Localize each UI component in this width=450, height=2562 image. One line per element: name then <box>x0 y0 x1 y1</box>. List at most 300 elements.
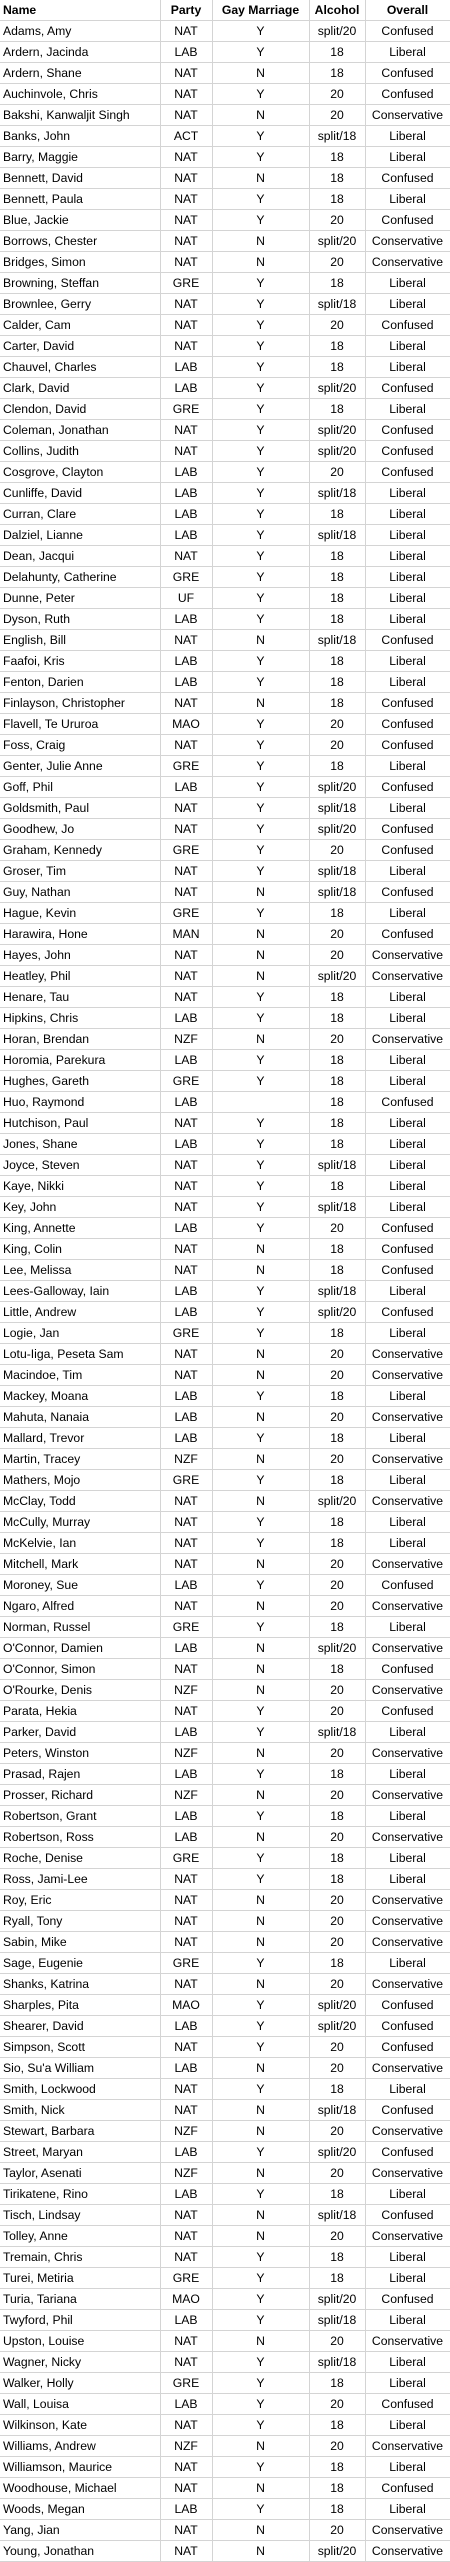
cell-gay-marriage: N <box>212 105 309 126</box>
cell-party: LAB <box>160 2499 212 2520</box>
table-row <box>0 1134 450 1155</box>
cell-party: NAT <box>160 315 212 336</box>
table-row <box>0 1491 450 1512</box>
cell-overall: Conservative <box>365 1974 450 1995</box>
table-row <box>0 546 450 567</box>
cell-overall: Confused <box>365 1218 450 1239</box>
cell-gay-marriage: Y <box>212 1281 309 1302</box>
table-row <box>0 2415 450 2436</box>
cell-gay-marriage: Y <box>212 1113 309 1134</box>
cell-overall: Liberal <box>365 399 450 420</box>
cell-name: Graham, Kennedy <box>0 840 160 861</box>
cell-alcohol: 18 <box>309 357 365 378</box>
cell-overall: Confused <box>365 2289 450 2310</box>
table-row <box>0 924 450 945</box>
cell-party: NAT <box>160 798 212 819</box>
cell-gay-marriage: Y <box>212 357 309 378</box>
cell-overall: Liberal <box>365 987 450 1008</box>
cell-alcohol: 20 <box>309 2520 365 2541</box>
cell-name: Dalziel, Lianne <box>0 525 160 546</box>
cell-gay-marriage: Y <box>212 378 309 399</box>
cell-gay-marriage: N <box>212 2121 309 2142</box>
cell-alcohol: 18 <box>309 567 365 588</box>
cell-gay-marriage: N <box>212 1680 309 1701</box>
cell-gay-marriage: N <box>212 2226 309 2247</box>
cell-name: Macindoe, Tim <box>0 1365 160 1386</box>
cell-alcohol: 20 <box>309 252 365 273</box>
cell-alcohol: 20 <box>309 1575 365 1596</box>
table-row <box>0 1806 450 1827</box>
cell-overall: Liberal <box>365 504 450 525</box>
table-row <box>0 2163 450 2184</box>
cell-party: GRE <box>160 1071 212 1092</box>
cell-alcohol: 18 <box>309 651 365 672</box>
cell-name: Bennett, Paula <box>0 189 160 210</box>
cell-overall: Conservative <box>365 1785 450 1806</box>
cell-overall: Conservative <box>365 1029 450 1050</box>
cell-name: Wilkinson, Kate <box>0 2415 160 2436</box>
cell-gay-marriage: Y <box>212 1008 309 1029</box>
cell-alcohol: 18 <box>309 588 365 609</box>
table-row <box>0 1071 450 1092</box>
cell-gay-marriage: N <box>212 924 309 945</box>
cell-alcohol: 18 <box>309 1953 365 1974</box>
cell-party: MAO <box>160 2289 212 2310</box>
cell-overall: Conservative <box>365 1554 450 1575</box>
cell-gay-marriage: N <box>212 2100 309 2121</box>
cell-alcohol: 20 <box>309 1554 365 1575</box>
cell-name: O'Rourke, Denis <box>0 1680 160 1701</box>
table-row <box>0 1344 450 1365</box>
cell-alcohol: 20 <box>309 1596 365 1617</box>
cell-name: Joyce, Steven <box>0 1155 160 1176</box>
cell-gay-marriage: Y <box>212 1134 309 1155</box>
table-row <box>0 588 450 609</box>
cell-alcohol: 18 <box>309 2079 365 2100</box>
cell-overall: Conservative <box>365 2121 450 2142</box>
cell-name: Fenton, Darien <box>0 672 160 693</box>
cell-overall: Liberal <box>365 903 450 924</box>
cell-party: MAO <box>160 1995 212 2016</box>
cell-alcohol: 20 <box>309 1449 365 1470</box>
cell-alcohol: 18 <box>309 147 365 168</box>
cell-overall: Liberal <box>365 609 450 630</box>
cell-alcohol: 18 <box>309 1659 365 1680</box>
cell-overall: Confused <box>365 735 450 756</box>
cell-alcohol: 20 <box>309 1365 365 1386</box>
cell-party: NAT <box>160 2352 212 2373</box>
cell-party: NAT <box>160 2079 212 2100</box>
cell-name: Faafoi, Kris <box>0 651 160 672</box>
cell-overall: Liberal <box>365 1134 450 1155</box>
cell-party: GRE <box>160 399 212 420</box>
cell-name: Foss, Craig <box>0 735 160 756</box>
table-row <box>0 1722 450 1743</box>
cell-name: O'Connor, Simon <box>0 1659 160 1680</box>
table-row <box>0 399 450 420</box>
table-row <box>0 2121 450 2142</box>
table-row <box>0 819 450 840</box>
cell-name: King, Colin <box>0 1239 160 1260</box>
cell-party: NAT <box>160 210 212 231</box>
cell-name: Tolley, Anne <box>0 2226 160 2247</box>
cell-gay-marriage: Y <box>212 2037 309 2058</box>
table-row <box>0 966 450 987</box>
cell-overall: Liberal <box>365 483 450 504</box>
table-row <box>0 567 450 588</box>
table-row <box>0 2037 450 2058</box>
cell-alcohol: 18 <box>309 1323 365 1344</box>
cell-gay-marriage: Y <box>212 504 309 525</box>
cell-overall: Conservative <box>365 1449 450 1470</box>
cell-overall: Confused <box>365 1701 450 1722</box>
cell-gay-marriage: Y <box>212 1302 309 1323</box>
cell-alcohol: 20 <box>309 105 365 126</box>
cell-gay-marriage: Y <box>212 1176 309 1197</box>
cell-name: Woodhouse, Michael <box>0 2478 160 2499</box>
cell-party: NZF <box>160 1680 212 1701</box>
table-row <box>0 2268 450 2289</box>
table-row <box>0 2016 450 2037</box>
cell-gay-marriage: N <box>212 2205 309 2226</box>
cell-name: Moroney, Sue <box>0 1575 160 1596</box>
cell-name: Brownlee, Gerry <box>0 294 160 315</box>
cell-name: Hague, Kevin <box>0 903 160 924</box>
table-row <box>0 1932 450 1953</box>
cell-alcohol: 18 <box>309 609 365 630</box>
cell-overall: Confused <box>365 441 450 462</box>
table-row <box>0 1617 450 1638</box>
cell-overall: Conservative <box>365 2058 450 2079</box>
table-row <box>0 483 450 504</box>
cell-name: Auchinvole, Chris <box>0 84 160 105</box>
cell-alcohol: 20 <box>309 2394 365 2415</box>
cell-overall: Liberal <box>365 147 450 168</box>
cell-gay-marriage: N <box>212 1554 309 1575</box>
table-row <box>0 2205 450 2226</box>
cell-name: Norman, Russel <box>0 1617 160 1638</box>
cell-name: Flavell, Te Ururoa <box>0 714 160 735</box>
cell-name: Heatley, Phil <box>0 966 160 987</box>
cell-party: LAB <box>160 1218 212 1239</box>
cell-party: NZF <box>160 1029 212 1050</box>
table-row <box>0 42 450 63</box>
cell-overall: Confused <box>365 378 450 399</box>
cell-gay-marriage: N <box>212 2478 309 2499</box>
cell-overall: Liberal <box>365 672 450 693</box>
cell-name: Horan, Brendan <box>0 1029 160 1050</box>
cell-gay-marriage: N <box>212 1596 309 1617</box>
cell-alcohol: 18 <box>309 63 365 84</box>
cell-overall: Confused <box>365 1092 450 1113</box>
table-row <box>0 2226 450 2247</box>
cell-alcohol: 18 <box>309 756 365 777</box>
table-row <box>0 504 450 525</box>
cell-party: NAT <box>160 2478 212 2499</box>
table-row <box>0 2520 450 2541</box>
cell-party: GRE <box>160 1470 212 1491</box>
cell-party: NAT <box>160 294 212 315</box>
cell-alcohol: 18 <box>309 1050 365 1071</box>
cell-gay-marriage: Y <box>212 2247 309 2268</box>
table-row <box>0 1239 450 1260</box>
table-row <box>0 2310 450 2331</box>
cell-overall: Confused <box>365 1260 450 1281</box>
cell-party: LAB <box>160 2394 212 2415</box>
cell-party: GRE <box>160 756 212 777</box>
cell-party: NZF <box>160 1743 212 1764</box>
cell-name: Clark, David <box>0 378 160 399</box>
cell-name: Banks, John <box>0 126 160 147</box>
cell-gay-marriage: N <box>212 630 309 651</box>
cell-name: Ardern, Shane <box>0 63 160 84</box>
table-row <box>0 1764 450 1785</box>
cell-party: NAT <box>160 1113 212 1134</box>
table-row <box>0 714 450 735</box>
cell-alcohol: 20 <box>309 1890 365 1911</box>
cell-gay-marriage: Y <box>212 2457 309 2478</box>
cell-party: LAB <box>160 2016 212 2037</box>
cell-name: Calder, Cam <box>0 315 160 336</box>
cell-alcohol: 20 <box>309 1680 365 1701</box>
cell-party: NAT <box>160 2226 212 2247</box>
cell-overall: Liberal <box>365 273 450 294</box>
table-row <box>0 252 450 273</box>
table-row <box>0 987 450 1008</box>
cell-party: NAT <box>160 1176 212 1197</box>
cell-overall: Conservative <box>365 966 450 987</box>
cell-alcohol: 20 <box>309 462 365 483</box>
cell-alcohol: split/20 <box>309 2016 365 2037</box>
cell-gay-marriage: Y <box>212 2016 309 2037</box>
cell-gay-marriage: Y <box>212 1050 309 1071</box>
cell-gay-marriage: N <box>212 1659 309 1680</box>
cell-overall: Liberal <box>365 756 450 777</box>
cell-alcohol: 18 <box>309 987 365 1008</box>
cell-name: Williamson, Maurice <box>0 2457 160 2478</box>
cell-gay-marriage: Y <box>212 2499 309 2520</box>
cell-name: King, Annette <box>0 1218 160 1239</box>
cell-gay-marriage: N <box>212 1239 309 1260</box>
cell-overall: Confused <box>365 462 450 483</box>
cell-gay-marriage: Y <box>212 861 309 882</box>
cell-alcohol: 20 <box>309 2037 365 2058</box>
cell-overall: Conservative <box>365 105 450 126</box>
cell-alcohol: split/20 <box>309 2289 365 2310</box>
cell-name: Walker, Holly <box>0 2373 160 2394</box>
cell-alcohol: split/18 <box>309 1281 365 1302</box>
cell-gay-marriage: Y <box>212 1848 309 1869</box>
cell-name: Sharples, Pita <box>0 1995 160 2016</box>
table-row <box>0 1176 450 1197</box>
cell-alcohol: 18 <box>309 546 365 567</box>
cell-name: Goff, Phil <box>0 777 160 798</box>
cell-name: Mitchell, Mark <box>0 1554 160 1575</box>
cell-gay-marriage: Y <box>212 2352 309 2373</box>
cell-gay-marriage: Y <box>212 1323 309 1344</box>
cell-party: NAT <box>160 1932 212 1953</box>
cell-alcohol: 20 <box>309 2226 365 2247</box>
cell-alcohol: 18 <box>309 168 365 189</box>
cell-party: NAT <box>160 63 212 84</box>
cell-name: Huo, Raymond <box>0 1092 160 1113</box>
cell-name: Young, Jonathan <box>0 2541 160 2562</box>
cell-party: LAB <box>160 483 212 504</box>
cell-overall: Confused <box>365 1659 450 1680</box>
cell-alcohol: 18 <box>309 1260 365 1281</box>
cell-name: Shearer, David <box>0 2016 160 2037</box>
table-row <box>0 105 450 126</box>
cell-overall: Liberal <box>365 294 450 315</box>
table-row <box>0 462 450 483</box>
cell-overall: Confused <box>365 2205 450 2226</box>
cell-alcohol: 20 <box>309 2121 365 2142</box>
table-row <box>0 1890 450 1911</box>
cell-party: LAB <box>160 357 212 378</box>
table-row <box>0 1386 450 1407</box>
cell-party: ACT <box>160 126 212 147</box>
cell-name: Key, John <box>0 1197 160 1218</box>
table-row <box>0 84 450 105</box>
cell-name: Robertson, Grant <box>0 1806 160 1827</box>
cell-overall: Conservative <box>365 1596 450 1617</box>
table-row <box>0 1638 450 1659</box>
cell-party: NZF <box>160 1449 212 1470</box>
cell-party: MAN <box>160 924 212 945</box>
cell-party: NAT <box>160 1491 212 1512</box>
cell-gay-marriage: Y <box>212 1218 309 1239</box>
cell-alcohol: 20 <box>309 1827 365 1848</box>
cell-party: GRE <box>160 2373 212 2394</box>
cell-overall: Liberal <box>365 2457 450 2478</box>
cell-party: NZF <box>160 2436 212 2457</box>
cell-overall: Liberal <box>365 1071 450 1092</box>
cell-overall: Conservative <box>365 1827 450 1848</box>
cell-gay-marriage: Y <box>212 588 309 609</box>
cell-name: Logie, Jan <box>0 1323 160 1344</box>
cell-overall: Confused <box>365 714 450 735</box>
cell-overall: Liberal <box>365 189 450 210</box>
cell-alcohol: 18 <box>309 2268 365 2289</box>
cell-overall: Liberal <box>365 357 450 378</box>
cell-gay-marriage: Y <box>212 546 309 567</box>
cell-name: Ross, Jami-Lee <box>0 1869 160 1890</box>
cell-alcohol: 18 <box>309 1617 365 1638</box>
cell-gay-marriage: N <box>212 1974 309 1995</box>
cell-party: NAT <box>160 1197 212 1218</box>
cell-overall: Liberal <box>365 42 450 63</box>
cell-gay-marriage: Y <box>212 756 309 777</box>
cell-name: Hayes, John <box>0 945 160 966</box>
cell-gay-marriage: Y <box>212 2310 309 2331</box>
cell-name: Mahuta, Nanaia <box>0 1407 160 1428</box>
cell-overall: Liberal <box>365 546 450 567</box>
table-row <box>0 1365 450 1386</box>
table-row <box>0 1050 450 1071</box>
cell-party: NAT <box>160 84 212 105</box>
cell-party: NAT <box>160 1596 212 1617</box>
table-row <box>0 1743 450 1764</box>
cell-name: Sabin, Mike <box>0 1932 160 1953</box>
cell-alcohol: 18 <box>309 1071 365 1092</box>
cell-gay-marriage: N <box>212 2541 309 2562</box>
cell-alcohol: 18 <box>309 42 365 63</box>
cell-overall: Liberal <box>365 2079 450 2100</box>
cell-name: Collins, Judith <box>0 441 160 462</box>
cell-overall: Liberal <box>365 588 450 609</box>
cell-party: LAB <box>160 525 212 546</box>
table-row <box>0 420 450 441</box>
cell-gay-marriage: N <box>212 2058 309 2079</box>
cell-gay-marriage: Y <box>212 1953 309 1974</box>
cell-overall: Conservative <box>365 2163 450 2184</box>
cell-alcohol: split/18 <box>309 525 365 546</box>
cell-gay-marriage: Y <box>212 714 309 735</box>
table-row <box>0 315 450 336</box>
cell-overall: Liberal <box>365 2415 450 2436</box>
cell-name: Mallard, Trevor <box>0 1428 160 1449</box>
cell-gay-marriage: Y <box>212 1428 309 1449</box>
cell-alcohol: 18 <box>309 2499 365 2520</box>
cell-alcohol: split/20 <box>309 441 365 462</box>
cell-overall: Liberal <box>365 1512 450 1533</box>
cell-overall: Confused <box>365 63 450 84</box>
cell-party: NAT <box>160 1701 212 1722</box>
cell-name: Groser, Tim <box>0 861 160 882</box>
cell-name: Upston, Louise <box>0 2331 160 2352</box>
cell-gay-marriage: Y <box>212 441 309 462</box>
cell-alcohol: 20 <box>309 1029 365 1050</box>
table-row <box>0 1701 450 1722</box>
table-row <box>0 1092 450 1113</box>
cell-overall: Confused <box>365 777 450 798</box>
cell-party: LAB <box>160 2142 212 2163</box>
table-row <box>0 1302 450 1323</box>
cell-overall: Confused <box>365 420 450 441</box>
cell-gay-marriage: N <box>212 63 309 84</box>
cell-party: LAB <box>160 2310 212 2331</box>
cell-alcohol: split/18 <box>309 882 365 903</box>
cell-gay-marriage: Y <box>212 1512 309 1533</box>
cell-party: NAT <box>160 105 212 126</box>
cell-party: LAB <box>160 1134 212 1155</box>
cell-party: GRE <box>160 1617 212 1638</box>
cell-name: Parker, David <box>0 1722 160 1743</box>
cell-name: Kaye, Nikki <box>0 1176 160 1197</box>
table-row <box>0 2142 450 2163</box>
cell-alcohol: split/18 <box>309 861 365 882</box>
cell-name: Yang, Jian <box>0 2520 160 2541</box>
cell-party: GRE <box>160 2268 212 2289</box>
cell-party: LAB <box>160 1050 212 1071</box>
cell-alcohol: split/18 <box>309 2310 365 2331</box>
cell-gay-marriage: N <box>212 2520 309 2541</box>
cell-alcohol: 20 <box>309 1743 365 1764</box>
header-row <box>0 0 450 21</box>
cell-name: Shanks, Katrina <box>0 1974 160 1995</box>
cell-overall: Confused <box>365 21 450 42</box>
table-row <box>0 210 450 231</box>
cell-party: NAT <box>160 882 212 903</box>
cell-name: Smith, Lockwood <box>0 2079 160 2100</box>
table-row <box>0 1659 450 1680</box>
cell-gay-marriage: Y <box>212 294 309 315</box>
cell-gay-marriage: N <box>212 693 309 714</box>
cell-gay-marriage: Y <box>212 336 309 357</box>
cell-overall: Conservative <box>365 1932 450 1953</box>
cell-party: NAT <box>160 147 212 168</box>
cell-party: LAB <box>160 2184 212 2205</box>
